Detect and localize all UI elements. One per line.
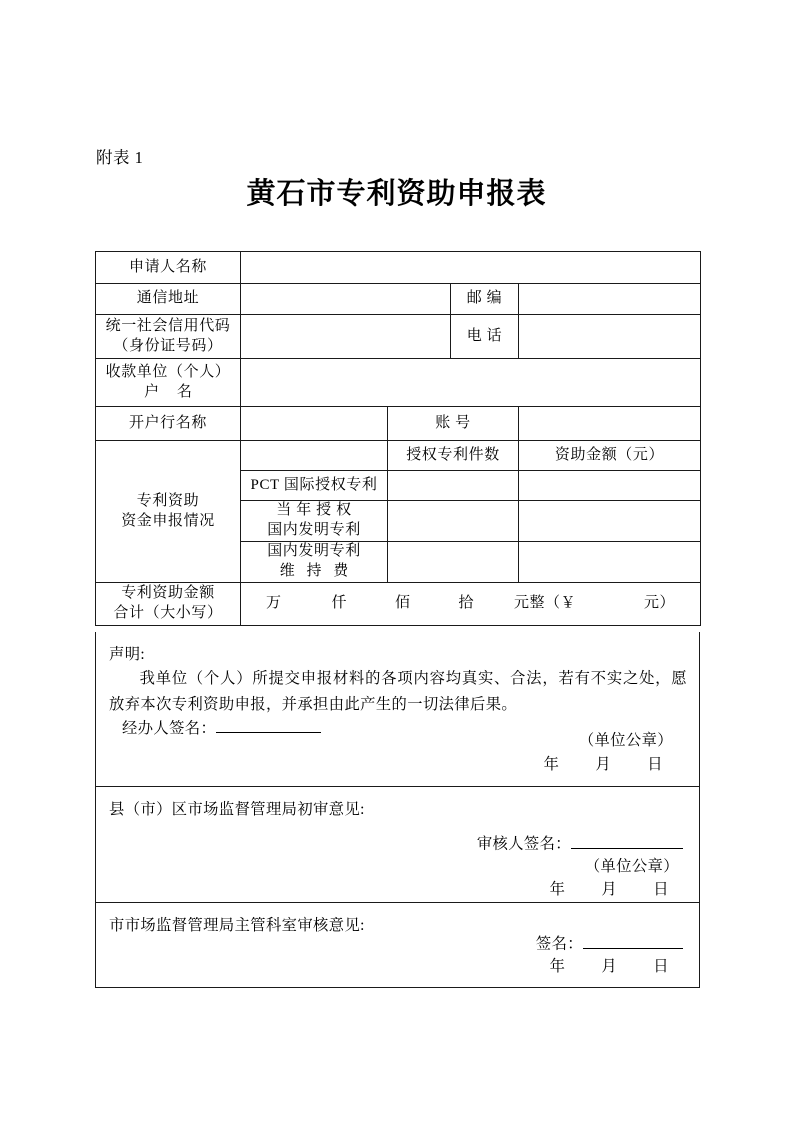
domestic-item-label-line1: 当 年 授 权 bbox=[276, 502, 352, 519]
maintenance-count-field[interactable] bbox=[388, 542, 519, 583]
payee-label-line2: 户 名 bbox=[144, 383, 199, 400]
maintenance-item-label-line2: 维 持 费 bbox=[279, 563, 353, 579]
total-unit-bai: 佰 bbox=[394, 595, 411, 612]
table-row-funding-header bbox=[96, 441, 701, 471]
declaration-date-line bbox=[544, 753, 677, 777]
applicant-name-label: 申请人名称 bbox=[96, 252, 241, 284]
county-signature-input[interactable] bbox=[571, 833, 683, 849]
pct-item-label: PCT 国际授权专利 bbox=[241, 471, 388, 501]
domestic-item-label bbox=[241, 501, 388, 542]
total-amount-field[interactable] bbox=[241, 583, 701, 626]
city-date-line bbox=[536, 956, 683, 979]
declaration-heading: 声明: bbox=[109, 646, 146, 663]
table-row-address bbox=[96, 284, 701, 315]
funding-corner-cell bbox=[241, 441, 388, 471]
declaration-seal-block bbox=[544, 729, 677, 776]
city-review-heading: 市市场监督管理局主管科室审核意见: bbox=[109, 917, 365, 934]
county-day-label: 日 bbox=[653, 881, 669, 899]
declaration-year-label: 年 bbox=[543, 755, 560, 773]
total-label-line2: 合计（大小写） bbox=[113, 605, 223, 621]
credit-code-label-line1: 统一社会信用代码 bbox=[105, 317, 231, 334]
declaration-signature-label: 经办人签名： bbox=[122, 720, 217, 737]
county-review-signature-block bbox=[477, 833, 683, 902]
county-signature-row[interactable] bbox=[477, 833, 683, 856]
declaration-month-label: 月 bbox=[595, 755, 612, 773]
phone-label: 电 话 bbox=[451, 315, 519, 359]
table-row-credit-code bbox=[96, 315, 701, 359]
county-month-label: 月 bbox=[601, 881, 618, 899]
total-yuanzheng: 元整（￥ bbox=[514, 595, 577, 612]
bank-name-label: 开户行名称 bbox=[96, 407, 241, 441]
county-signature-label: 审核人签名： bbox=[476, 835, 571, 853]
declaration-panel bbox=[95, 632, 700, 787]
attachment-label: 附表 1 bbox=[96, 148, 144, 167]
county-seal-note: （单位公章） bbox=[584, 858, 679, 876]
city-signature-label: 签名： bbox=[535, 935, 583, 953]
credit-code-label-line2: （身份证号码） bbox=[113, 337, 223, 354]
phone-field[interactable] bbox=[519, 315, 701, 359]
credit-code-field[interactable] bbox=[241, 315, 451, 359]
city-year-label: 年 bbox=[549, 958, 566, 976]
county-year-label: 年 bbox=[549, 881, 566, 899]
page-title: 黄石市专利资助申报表 bbox=[246, 178, 547, 210]
payee-label-line1: 收款单位（个人） bbox=[105, 363, 231, 380]
payee-label bbox=[96, 359, 241, 407]
credit-code-label bbox=[96, 315, 241, 359]
maintenance-item-label-line1: 国内发明专利 bbox=[267, 543, 361, 560]
total-label bbox=[96, 583, 241, 626]
payee-name-field[interactable] bbox=[241, 359, 701, 407]
declaration-day-label: 日 bbox=[647, 755, 663, 773]
declaration-signature-input[interactable] bbox=[216, 717, 321, 733]
account-label: 账 号 bbox=[388, 407, 519, 441]
funding-block-label bbox=[96, 441, 241, 583]
bank-name-field[interactable] bbox=[241, 407, 388, 441]
total-unit-shi: 拾 bbox=[458, 595, 475, 612]
address-label: 通信地址 bbox=[96, 284, 241, 315]
declaration-seal-note: （单位公章） bbox=[578, 732, 673, 749]
count-column-header: 授权专利件数 bbox=[388, 441, 519, 471]
domestic-count-field[interactable] bbox=[388, 501, 519, 542]
city-review-signature-block bbox=[536, 933, 683, 979]
funding-block-label-line2: 资金申报情况 bbox=[121, 512, 215, 529]
declaration-signature-row[interactable] bbox=[122, 716, 321, 743]
postcode-field[interactable] bbox=[519, 284, 701, 315]
county-review-heading: 县（市）区市场监督管理局初审意见: bbox=[109, 801, 365, 818]
city-signature-row[interactable] bbox=[536, 933, 683, 956]
funding-block-label-line1: 专利资助 bbox=[136, 492, 200, 509]
maintenance-amount-field[interactable] bbox=[519, 542, 701, 583]
city-day-label: 日 bbox=[653, 958, 669, 976]
total-unit-qian: 仟 bbox=[331, 595, 347, 612]
total-label-line1: 专利资助金额 bbox=[121, 585, 215, 602]
city-signature-input[interactable] bbox=[583, 933, 683, 949]
domestic-item-label-line2: 国内发明专利 bbox=[267, 522, 361, 538]
postcode-label: 邮 编 bbox=[451, 284, 519, 315]
account-number-field[interactable] bbox=[519, 407, 701, 441]
declaration-body-text: 我单位（个人）所提交申报材料的各项内容均真实、合法，若有不实之处，愿放弃本次专利资助申报，并承担由此产生的一切法律后果。 bbox=[109, 670, 687, 714]
table-row-applicant-name bbox=[96, 252, 701, 284]
table-row-bank bbox=[96, 407, 701, 441]
amount-column-header: 资助金额（元） bbox=[519, 441, 701, 471]
county-date-line bbox=[477, 879, 683, 902]
table-row-total bbox=[96, 583, 701, 626]
applicant-name-field[interactable] bbox=[241, 252, 701, 284]
maintenance-item-label bbox=[241, 542, 388, 583]
pct-amount-field[interactable] bbox=[519, 471, 701, 501]
city-review-panel bbox=[95, 903, 700, 988]
total-yuan-close: 元） bbox=[644, 595, 676, 612]
county-review-panel bbox=[95, 787, 700, 903]
application-form-table bbox=[95, 251, 701, 626]
city-month-label: 月 bbox=[601, 958, 618, 976]
address-field[interactable] bbox=[241, 284, 451, 315]
domestic-amount-field[interactable] bbox=[519, 501, 701, 542]
total-unit-wan: 万 bbox=[265, 595, 282, 612]
table-row-payee bbox=[96, 359, 701, 407]
pct-count-field[interactable] bbox=[388, 471, 519, 501]
